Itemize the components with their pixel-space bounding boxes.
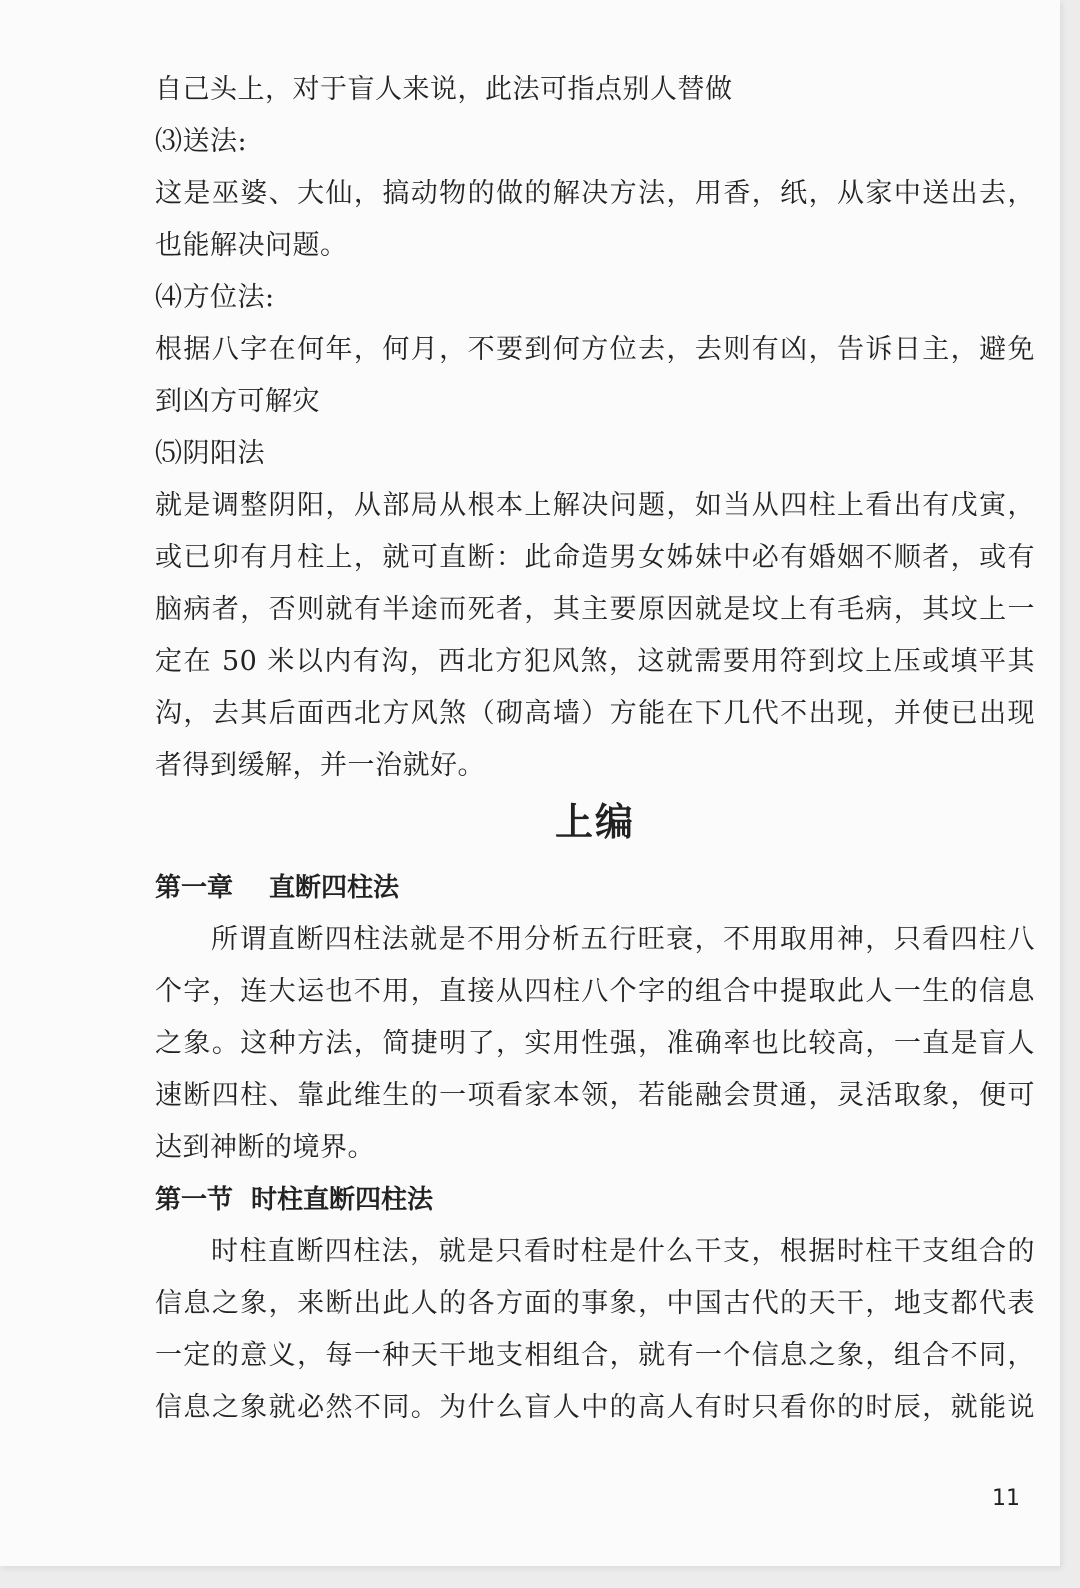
- text-line: 速断四柱、靠此维生的一项看家本领，若能融会贯通，灵活取象，便可: [155, 1080, 1035, 1111]
- text-line: 脑病者，否则就有半途而死者，其主要原因就是坟上有毛病，其坟上一: [155, 594, 1035, 625]
- subheading-line: ⑸阴阳法: [155, 438, 265, 469]
- text-line: 者得到缓解，并一治就好。: [155, 750, 485, 781]
- text-line: 或已卯有月柱上，就可直断：此命造男女姊妹中必有婚姻不顺者，或有: [155, 542, 1035, 573]
- text-line: 沟，去其后面西北方风煞（砌高墙）方能在下几代不出现，并使已出现: [155, 698, 1035, 729]
- text-line: 到凶方可解灾: [155, 386, 320, 417]
- text-line: 信息之象就必然不同。为什么盲人中的高人有时只看你的时辰，就能说: [155, 1392, 1035, 1423]
- text-line: 个字，连大运也不用，直接从四柱八个字的组合中提取此人一生的信息: [155, 976, 1035, 1007]
- text-line: 信息之象，来断出此人的各方面的事象，中国古代的天干，地支都代表: [155, 1288, 1035, 1319]
- text-line: 达到神断的境界。: [155, 1132, 375, 1163]
- text-line: 所谓直断四柱法就是不用分析五行旺衰，不用取用神，只看四柱八: [211, 924, 1035, 955]
- section-number: 第一节: [155, 1185, 234, 1215]
- text-line: 就是调整阴阳，从部局从根本上解决问题，如当从四柱上看出有戊寅，: [155, 490, 1035, 521]
- text-line: 自己头上，对于盲人来说，此法可指点别人替做: [155, 74, 733, 105]
- section-heading: [155, 1174, 1035, 1226]
- subheading-line: ⑷方位法:: [155, 282, 275, 313]
- text-line: 这是巫婆、大仙，搞动物的做的解决方法，用香，纸，从家中送出去，: [155, 178, 1035, 209]
- page-number: 11: [992, 1486, 1020, 1511]
- text-line: 之象。这种方法，简捷明了，实用性强，准确率也比较高，一直是盲人: [155, 1028, 1035, 1059]
- text-line: 时柱直断四柱法，就是只看时柱是什么干支，根据时柱干支组合的: [211, 1236, 1035, 1267]
- section-title: 时柱直断四柱法: [251, 1185, 434, 1215]
- page-content: [155, 64, 1035, 1434]
- part-title: 上编: [554, 800, 635, 844]
- chapter-title: 直断四柱法: [269, 873, 400, 903]
- chapter-heading: [155, 862, 1035, 914]
- subheading-line: ⑶送法:: [155, 126, 248, 157]
- text-line: 根据八字在何年，何月，不要到何方位去，去则有凶，告诉日主，避免: [155, 334, 1035, 365]
- text-line: 一定的意义，每一种天干地支相组合，就有一个信息之象，组合不同，: [155, 1340, 1035, 1371]
- text-line: 定在 50 米以内有沟，西北方犯风煞，这就需要用符到坟上压或填平其: [155, 646, 1035, 677]
- chapter-number: 第一章: [155, 873, 234, 903]
- text-line: 也能解决问题。: [155, 230, 348, 261]
